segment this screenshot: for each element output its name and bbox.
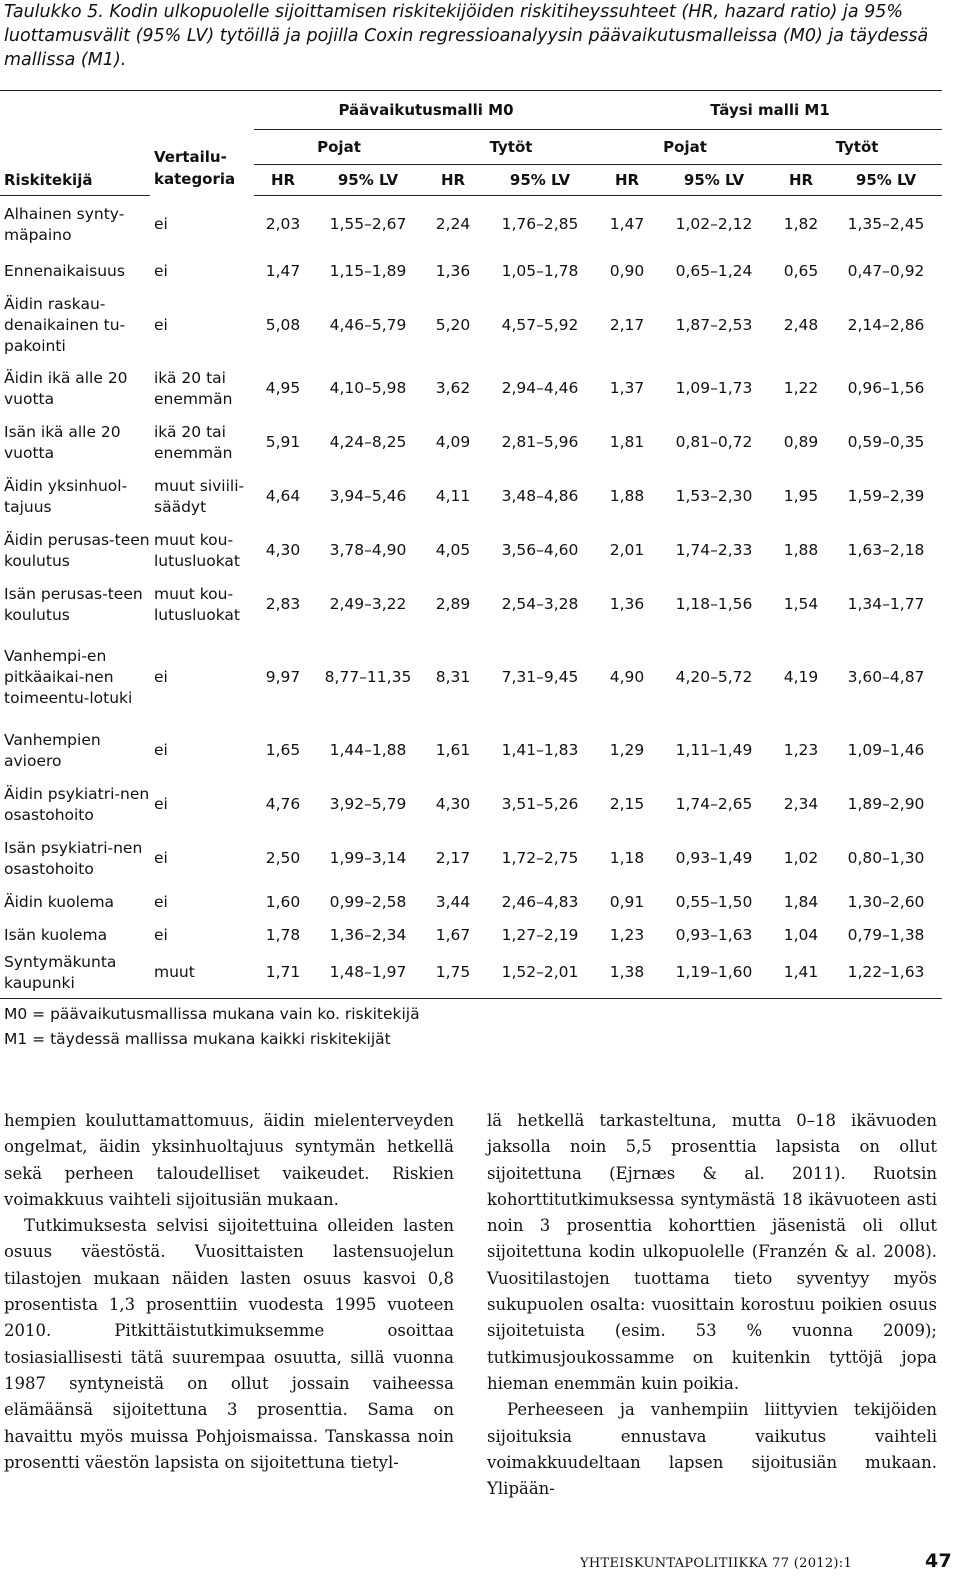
table-row bbox=[0, 578, 942, 632]
ci-value-cell: 4,57–5,92 bbox=[501, 316, 579, 334]
risk-factor-cell: Äidin yksinhuol-tajuus bbox=[4, 476, 128, 516]
risk-factor-cell: Isän perusas-teen koulutus bbox=[4, 584, 143, 624]
ci-value-cell: 1,34–1,77 bbox=[847, 595, 925, 613]
hr-value-cell: 3,44 bbox=[435, 893, 471, 911]
hr-value-cell: 1,22 bbox=[783, 379, 819, 397]
column-header-lv: 95% LV bbox=[830, 165, 942, 196]
column-header-lv: 95% LV bbox=[656, 165, 772, 196]
hr-value-cell: 1,95 bbox=[783, 487, 819, 505]
hr-value-cell: 1,67 bbox=[435, 926, 471, 944]
hr-value-cell: 2,34 bbox=[783, 795, 819, 813]
table-row bbox=[0, 832, 942, 886]
hr-value-cell: 4,09 bbox=[435, 433, 471, 451]
ci-value-cell: 7,31–9,45 bbox=[501, 668, 579, 686]
ci-value-cell: 2,54–3,28 bbox=[501, 595, 579, 613]
ci-value-cell: 1,89–2,90 bbox=[847, 795, 925, 813]
ci-value-cell: 1,02–2,12 bbox=[675, 215, 753, 234]
risk-factor-cell: Äidin psykiatri-nen osastohoito bbox=[4, 784, 150, 824]
hr-value-cell: 2,17 bbox=[435, 849, 471, 867]
ci-value-cell: 1,53–2,30 bbox=[675, 487, 753, 505]
hr-value-cell: 1,37 bbox=[609, 379, 645, 397]
ci-value-cell: 4,24–8,25 bbox=[329, 433, 407, 451]
ci-value-cell: 3,51–5,26 bbox=[501, 795, 579, 813]
reference-category-cell: ei bbox=[154, 741, 168, 759]
hr-value-cell: 4,64 bbox=[265, 487, 301, 505]
hr-value-cell: 1,75 bbox=[424, 952, 482, 999]
ci-value-cell: 1,18–1,56 bbox=[675, 595, 753, 613]
table-row bbox=[0, 362, 942, 416]
hr-value-cell: 4,95 bbox=[265, 379, 301, 397]
ci-value-cell: 1,59–2,39 bbox=[847, 487, 925, 505]
reference-category-cell: ei bbox=[154, 668, 168, 686]
body-paragraph: hempien kouluttamattomuus, äidin mielenterveyden ongelmat, äidin yksinhuoltajuus syntymän hetkellä sekä perheen taloudelliset vaikeudet. Riskien voimakkuus vaihteli sijoitusiän mukaan. bbox=[4, 1111, 454, 1209]
ci-value-cell: 2,94–4,46 bbox=[501, 379, 579, 397]
table-row bbox=[0, 254, 942, 290]
ci-value-cell: 4,10–5,98 bbox=[329, 379, 407, 397]
hr-value-cell: 5,20 bbox=[435, 316, 471, 334]
ci-value-cell: 1,41–1,83 bbox=[501, 741, 579, 759]
table-note: M1 = täydessä mallissa mukana kaikki riskitekijät bbox=[4, 1029, 391, 1048]
table-caption: Taulukko 5. Kodin ulkopuolelle sijoittamisen riskitekijöiden riskitiheyssuhteet (HR, hazard ratio) ja 95% luottamusvälit (95% LV) tytöillä ja pojilla Coxin regressioanalyysin päävaikutusmalleissa (M0) ja täydessä mallissa (M1). bbox=[4, 2, 929, 70]
column-header-hr: HR bbox=[424, 165, 482, 196]
hr-value-cell: 1,23 bbox=[609, 926, 645, 944]
group-header: Pojat bbox=[254, 130, 424, 165]
hr-value-cell: 1,36 bbox=[609, 595, 645, 613]
hr-value-cell: 4,11 bbox=[435, 487, 471, 505]
ci-value-cell: 3,78–4,90 bbox=[329, 541, 407, 559]
hr-value-cell: 4,30 bbox=[265, 541, 301, 559]
hr-value-cell: 1,18 bbox=[609, 849, 645, 867]
ci-value-cell: 1,87–2,53 bbox=[675, 316, 753, 334]
hr-value-cell: 3,62 bbox=[435, 379, 471, 397]
ci-value-cell: 1,63–2,18 bbox=[847, 541, 925, 559]
risk-factor-cell: Äidin perusas-teen koulutus bbox=[4, 530, 150, 570]
column-header-lv: 95% LV bbox=[312, 165, 424, 196]
ci-value-cell: 1,30–2,60 bbox=[847, 893, 925, 911]
hr-value-cell: 1,02 bbox=[783, 849, 819, 867]
hr-value-cell: 1,65 bbox=[265, 741, 301, 759]
ci-value-cell: 2,14–2,86 bbox=[847, 316, 925, 334]
hr-value-cell: 1,88 bbox=[783, 541, 819, 559]
ci-value-cell: 1,74–2,65 bbox=[675, 795, 753, 813]
hr-value-cell: 1,61 bbox=[435, 741, 471, 759]
ci-value-cell: 1,22–1,63 bbox=[830, 952, 942, 999]
ci-value-cell: 1,76–2,85 bbox=[501, 215, 579, 234]
ci-value-cell: 1,72–2,75 bbox=[501, 849, 579, 867]
reference-category-cell: ikä 20 tai enemmän bbox=[154, 368, 233, 408]
ci-value-cell: 3,92–5,79 bbox=[329, 795, 407, 813]
journal-name: YHTEISKUNTAPOLITIIKKA 77 (2012):1 bbox=[580, 1556, 853, 1571]
body-paragraph: Perheeseen ja vanhempiin liittyvien tekijöiden sijoituksia ennustava vaikutus vaihteli voimakkuudeltaan lapsen sijoitusiän mukaan. Ylipään- bbox=[487, 1400, 937, 1499]
ci-value-cell: 1,55–2,67 bbox=[329, 215, 407, 234]
ci-value-cell: 8,77–11,35 bbox=[324, 668, 412, 686]
risk-factor-cell: Vanhempien avioero bbox=[4, 730, 101, 770]
table-notes bbox=[0, 998, 942, 1052]
table-row bbox=[0, 632, 942, 724]
hr-value-cell: 4,30 bbox=[435, 795, 471, 813]
ci-value-cell: 1,74–2,33 bbox=[675, 541, 753, 559]
reference-category-cell: muut siviili-säädyt bbox=[154, 476, 245, 516]
group-header: Tytöt bbox=[424, 130, 598, 165]
group-header: Tytöt bbox=[772, 130, 942, 165]
hr-value-cell: 4,19 bbox=[783, 668, 819, 686]
reference-category-cell: ei bbox=[154, 926, 168, 944]
risk-factor-cell: Alhainen synty-mäpaino bbox=[4, 204, 125, 244]
hr-value-cell: 2,89 bbox=[435, 595, 471, 613]
hr-value-cell: 2,15 bbox=[609, 795, 645, 813]
column-header-risk: Riskitekijä bbox=[0, 165, 150, 196]
page-footer bbox=[580, 1550, 960, 1572]
table-body bbox=[0, 196, 942, 999]
hr-value-cell: 1,36 bbox=[435, 262, 471, 280]
body-column-right bbox=[487, 1108, 937, 1502]
ci-value-cell: 3,56–4,60 bbox=[501, 541, 579, 559]
risk-factor-cell: Äidin ikä alle 20 vuotta bbox=[4, 368, 128, 408]
hr-value-cell: 1,41 bbox=[772, 952, 830, 999]
ci-value-cell: 1,99–3,14 bbox=[329, 849, 407, 867]
ci-value-cell: 0,55–1,50 bbox=[675, 893, 753, 911]
ci-value-cell: 1,15–1,89 bbox=[329, 262, 407, 280]
body-column-left bbox=[4, 1108, 454, 1476]
group-header: Pojat bbox=[598, 130, 772, 165]
ci-value-cell: 0,47–0,92 bbox=[847, 262, 925, 280]
risk-factor-cell: Isän psykiatri-nen osastohoito bbox=[4, 838, 143, 878]
reference-category-cell: ei bbox=[154, 316, 168, 334]
ci-value-cell: 2,46–4,83 bbox=[501, 893, 579, 911]
table-note: M0 = päävaikutusmallissa mukana vain ko. riskitekijä bbox=[4, 1004, 420, 1023]
column-header-hr: HR bbox=[254, 165, 312, 196]
page-number: 47 bbox=[924, 1550, 952, 1572]
column-header-hr: HR bbox=[772, 165, 830, 196]
hr-value-cell: 5,91 bbox=[265, 433, 301, 451]
table-row bbox=[0, 778, 942, 832]
ci-value-cell: 2,49–3,22 bbox=[329, 595, 407, 613]
ci-value-cell: 3,48–4,86 bbox=[501, 487, 579, 505]
table-row bbox=[0, 920, 942, 952]
risk-factor-cell: Isän kuolema bbox=[4, 926, 108, 944]
ci-value-cell: 0,93–1,63 bbox=[675, 926, 753, 944]
hr-value-cell: 1,47 bbox=[609, 215, 645, 234]
hr-value-cell: 2,03 bbox=[265, 215, 301, 234]
hr-value-cell: 0,90 bbox=[609, 262, 645, 280]
ci-value-cell: 0,65–1,24 bbox=[675, 262, 753, 280]
table-row bbox=[0, 196, 942, 254]
ci-value-cell: 3,60–4,87 bbox=[847, 668, 925, 686]
ci-value-cell: 0,81–0,72 bbox=[675, 433, 753, 451]
ci-value-cell: 0,96–1,56 bbox=[847, 379, 925, 397]
ci-value-cell: 1,19–1,60 bbox=[656, 952, 772, 999]
hr-value-cell: 0,65 bbox=[783, 262, 819, 280]
risk-factor-cell: Äidin kuolema bbox=[4, 893, 115, 911]
ci-value-cell: 4,46–5,79 bbox=[329, 316, 407, 334]
reference-category-cell: muut kou-lutusluokat bbox=[154, 584, 240, 624]
table-row bbox=[0, 886, 942, 920]
hr-value-cell: 1,04 bbox=[783, 926, 819, 944]
hr-value-cell: 0,89 bbox=[783, 433, 819, 451]
ci-value-cell: 1,36–2,34 bbox=[329, 926, 407, 944]
hr-value-cell: 2,50 bbox=[265, 849, 301, 867]
hr-value-cell: 1,82 bbox=[783, 215, 819, 234]
risk-table bbox=[0, 90, 942, 1052]
hr-value-cell: 1,38 bbox=[598, 952, 656, 999]
ci-value-cell: 1,44–1,88 bbox=[329, 741, 407, 759]
table-row bbox=[0, 524, 942, 578]
hr-value-cell: 1,47 bbox=[265, 262, 301, 280]
ci-value-cell: 1,27–2,19 bbox=[501, 926, 579, 944]
reference-category-cell: ei bbox=[154, 795, 168, 813]
hr-value-cell: 2,48 bbox=[783, 316, 819, 334]
hr-value-cell: 1,54 bbox=[783, 595, 819, 613]
column-header-lv: 95% LV bbox=[482, 165, 598, 196]
ci-value-cell: 1,09–1,73 bbox=[675, 379, 753, 397]
reference-category-cell: ei bbox=[154, 893, 168, 911]
table-row bbox=[0, 416, 942, 470]
hr-value-cell: 1,78 bbox=[265, 926, 301, 944]
ci-value-cell: 1,05–1,78 bbox=[501, 262, 579, 280]
table-row bbox=[0, 470, 942, 524]
ci-value-cell: 1,35–2,45 bbox=[847, 215, 925, 234]
hr-value-cell: 4,76 bbox=[265, 795, 301, 813]
hr-value-cell: 1,60 bbox=[265, 893, 301, 911]
ci-value-cell: 0,99–2,58 bbox=[329, 893, 407, 911]
column-header-hr: HR bbox=[598, 165, 656, 196]
hr-value-cell: 2,01 bbox=[609, 541, 645, 559]
hr-value-cell: 2,24 bbox=[435, 215, 471, 234]
ci-value-cell: 1,48–1,97 bbox=[312, 952, 424, 999]
ci-value-cell: 0,79–1,38 bbox=[847, 926, 925, 944]
risk-factor-cell: Syntymäkunta kaupunki bbox=[0, 952, 150, 999]
ci-value-cell: 4,20–5,72 bbox=[675, 668, 753, 686]
risk-factor-cell: Ennenaikaisuus bbox=[4, 262, 125, 280]
table-row bbox=[0, 724, 942, 778]
body-paragraph: lä hetkellä tarkasteltuna, mutta 0–18 ikävuoden jaksolla noin 5,5 prosenttia lapsista on ollut sijoitettuna (Ejrnæs & al. 2011). Ruotsin kohorttitutkimuksessa syntymästä 18 ikävuoteen asti noin 3 prosenttia kohorttien jäsenistä oli ollut sijoitettuna kodin ulkopuolelle (Franzén & al. 2008). Vuositilastojen tuottama tieto syventyy myös sukupuolen osalta: vuosittain korostuu poikien osuus sijoitetuista (esim. 53 % vuonna 2009); tutkimusjoukossamme on kuitenkin tyttöjä jopa hieman enemmän kuin poikia. bbox=[487, 1111, 937, 1393]
column-header-reference bbox=[150, 130, 254, 196]
ci-value-cell: 0,93–1,49 bbox=[675, 849, 753, 867]
hr-value-cell: 1,81 bbox=[609, 433, 645, 451]
reference-category-cell: muut bbox=[150, 952, 254, 999]
ref-header-line2: kategoria bbox=[154, 169, 236, 188]
reference-category-cell: ikä 20 tai enemmän bbox=[154, 422, 233, 462]
model-header-m0: Päävaikutusmalli M0 bbox=[254, 91, 598, 130]
hr-value-cell: 1,88 bbox=[609, 487, 645, 505]
reference-category-cell: ei bbox=[154, 262, 168, 280]
risk-factor-cell: Vanhempi-en pitkäaikai-nen toimeentu-lotuki bbox=[4, 647, 133, 707]
ref-header-line1: Vertailu- bbox=[154, 147, 227, 166]
hr-value-cell: 9,97 bbox=[265, 668, 301, 686]
hr-value-cell: 1,84 bbox=[783, 893, 819, 911]
ci-value-cell: 3,94–5,46 bbox=[329, 487, 407, 505]
hr-value-cell: 8,31 bbox=[435, 668, 471, 686]
hr-value-cell: 4,90 bbox=[609, 668, 645, 686]
table-row bbox=[0, 290, 942, 362]
hr-value-cell: 2,17 bbox=[609, 316, 645, 334]
hr-value-cell: 4,05 bbox=[435, 541, 471, 559]
hr-value-cell: 1,71 bbox=[254, 952, 312, 999]
body-paragraph: Tutkimuksesta selvisi sijoitettuina olleiden lasten osuus väestöstä. Vuosittaisten lastensuojelun tilastojen mukaan näiden lasten osuus kasvoi 0,8 prosentista 1,3 prosenttiin vuodesta 1995 vuoteen 2010. Pitkittäistutkimuksemme osoittaa tosiasiallisesti tätä suurempaa osuutta, sillä vuonna 1987 syntyneistä on ollut jossain vaiheessa elämäänsä sijoitettuna 3 prosenttia. Sama on havaittu myös muissa Pohjoismaissa. Tanskassa noin prosentti väestön lapsista on sijoitettuna tietyl- bbox=[4, 1216, 454, 1472]
ci-value-cell: 1,11–1,49 bbox=[675, 741, 753, 759]
table-row bbox=[0, 952, 942, 999]
risk-factor-cell: Isän ikä alle 20 vuotta bbox=[4, 422, 121, 462]
ci-value-cell: 0,80–1,30 bbox=[847, 849, 925, 867]
reference-category-cell: ei bbox=[154, 215, 168, 233]
hr-value-cell: 0,91 bbox=[609, 893, 645, 911]
hr-value-cell: 1,23 bbox=[783, 741, 819, 759]
ci-value-cell: 1,52–2,01 bbox=[482, 952, 598, 999]
ci-value-cell: 2,81–5,96 bbox=[501, 433, 579, 451]
model-header-m1: Täysi malli M1 bbox=[598, 91, 942, 130]
hr-value-cell: 1,29 bbox=[609, 741, 645, 759]
hr-value-cell: 5,08 bbox=[265, 316, 301, 334]
reference-category-cell: muut kou-lutusluokat bbox=[154, 530, 240, 570]
ci-value-cell: 1,09–1,46 bbox=[847, 741, 925, 759]
risk-factor-cell: Äidin raskau-denaikainen tu-pakointi bbox=[4, 295, 126, 355]
hr-value-cell: 2,83 bbox=[265, 595, 301, 613]
ci-value-cell: 0,59–0,35 bbox=[847, 433, 925, 451]
reference-category-cell: ei bbox=[154, 849, 168, 867]
